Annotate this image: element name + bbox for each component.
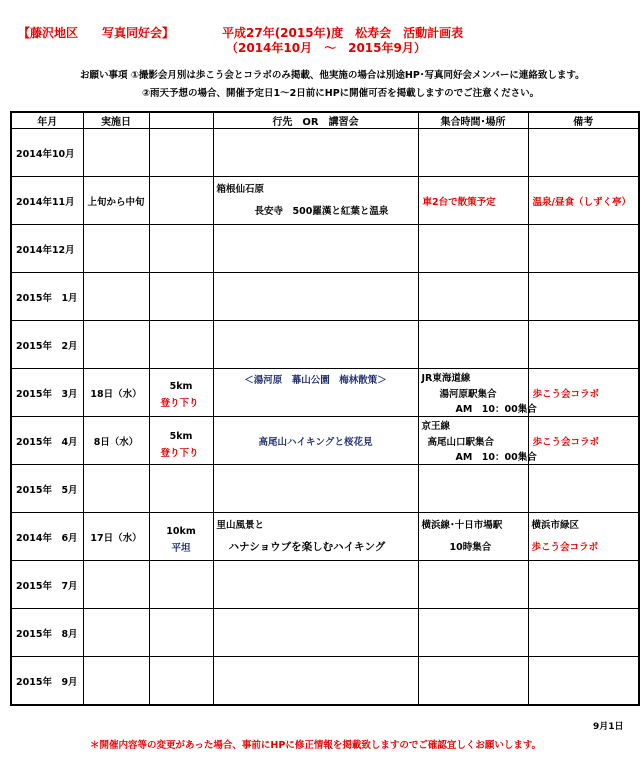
remarks-cell [528,657,639,706]
destination-cell [213,657,418,706]
distance-cell [149,369,213,417]
remarks-cell: 歩こう会コラボ [528,369,639,417]
destination-cell [213,129,418,177]
date-cell: 上旬から中旬 [83,177,149,225]
remarks-cell [528,225,639,273]
table-row [11,129,639,177]
table-row [11,417,639,465]
meeting-cell [418,561,528,609]
header-destination: 行先 OR 講習会 [213,112,418,129]
date-cell [83,321,149,369]
table-row [11,225,639,273]
month-cell: 2015年 8月 [11,609,83,657]
date-cell [83,465,149,513]
destination-cell [213,273,418,321]
destination-cell [213,513,418,561]
table-row [11,321,639,369]
destination-cell [213,225,418,273]
date-cell [83,609,149,657]
remarks-cell [528,513,639,561]
meeting-line-3: AM 10：00集合 [455,452,537,463]
month-cell: 2014年12月 [11,225,83,273]
distance-cell [149,609,213,657]
date-cell: 18日（水） [83,369,149,417]
table-row [11,273,639,321]
meeting-line-2: 湯河原駅集合 [439,388,497,400]
meeting-cell [418,369,537,417]
distance-cell [149,129,213,177]
meeting-cell [418,417,537,465]
month-cell: 2014年 6月 [11,513,83,561]
month-cell: 2015年 9月 [11,657,83,706]
destination-cell [213,465,418,513]
destination-cell [213,177,418,225]
distance-cell [149,561,213,609]
date-cell [83,129,149,177]
distance-cell [149,417,213,465]
destination-line-1: 里山風景と [216,520,265,531]
table-row [11,177,639,225]
distance-cell [149,657,213,706]
meeting-cell [418,225,528,273]
meeting-cell [418,273,528,321]
month-cell: 2015年 2月 [11,321,83,369]
notes-line-1 [80,67,585,81]
notes-text-1: ①撮影会月別は歩こう会とコラボのみ掲載、他実施の場合は別途HP･写真同好会メンバーに連絡致します。 [130,70,585,81]
remarks-cell [528,609,639,657]
table-row [11,513,639,561]
month-cell: 2015年 1月 [11,273,83,321]
header-distance [149,112,213,129]
distance-cell [149,513,213,561]
remarks-cell: 歩こう会コラボ [528,417,639,465]
table-row [11,465,639,513]
remarks-cell [528,465,639,513]
destination-line-2: 長安寺 500羅漢と紅葉と温泉 [254,206,389,217]
month-cell: 2015年 7月 [11,561,83,609]
remarks-line-2: 歩こう会コラボ [531,542,599,553]
meeting-cell: 車2台で散策予定 [418,177,528,225]
meeting-line-1: JR東海道線 [421,373,471,384]
notes-line-2: ②雨天予想の場合、開催予定日1～2日前にHPに開催可否を掲載しますのでご注意ください。 [142,88,540,99]
header-date: 実施日 [83,112,149,129]
destination-line-2: ハナショウブを楽しむハイキング [228,541,386,553]
footer-notice: ＊開催内容等の変更があった場合、事前にHPに修正情報を掲載致しますのでご確認宜しくお願いします。 [90,740,542,751]
remarks-line-1: 横浜市緑区 [531,520,580,531]
destination-line-1: 箱根仙石原 [216,184,265,195]
distance-value: 5km [169,431,193,442]
activity-plan-table [10,111,640,706]
header-meeting: 集合時間･場所 [418,112,528,129]
month-cell: 2015年 5月 [11,465,83,513]
month-cell: 2014年10月 [11,129,83,177]
meeting-line-2: 10時集合 [449,542,492,553]
issue-date: 9月1日 [593,722,624,732]
date-cell [83,657,149,706]
month-cell: 2014年11月 [11,177,83,225]
meeting-cell [418,129,528,177]
remarks-cell: 温泉/昼食（しずく亭） [528,177,639,225]
destination-cell [213,321,418,369]
distance-cell [149,273,213,321]
meeting-line-1: 横浜線･十日市場駅 [421,520,503,531]
remarks-cell [528,321,639,369]
date-cell [83,561,149,609]
destination-cell: 高尾山ハイキングと桜花見 [213,417,418,465]
meeting-line-3: AM 10：00集合 [455,404,537,415]
plan-title: 平成27年(2015年)度 松寿会 活動計画表 [222,26,464,40]
header-month: 年月 [11,112,83,129]
distance-cell [149,465,213,513]
notes-prefix: お願い事項 [80,70,128,81]
remarks-cell [528,129,639,177]
meeting-cell [418,609,528,657]
table-row [11,369,639,417]
destination-cell [213,609,418,657]
terrain-value: 登り下り [160,398,199,409]
table-row [11,657,639,706]
meeting-cell [418,657,528,706]
month-cell: 2015年 3月 [11,369,83,417]
terrain-value: 登り下り [160,448,199,459]
meeting-cell [418,513,528,561]
date-cell: 8日（水） [83,417,149,465]
remarks-cell [528,273,639,321]
destination-cell [213,369,418,417]
destination-line-1: ＜湯河原 幕山公園 梅林散策＞ [244,375,387,386]
header-remarks: 備考 [528,112,639,129]
distance-cell [149,321,213,369]
distance-value: 5km [169,381,193,392]
terrain-value: 平坦 [171,543,191,554]
remarks-cell [528,561,639,609]
date-cell [83,273,149,321]
date-cell: 17日（水） [83,513,149,561]
destination-cell [213,561,418,609]
date-cell [83,225,149,273]
distance-value: 10km [166,526,196,537]
plan-period: （2014年10月 ～ 2015年9月） [226,41,426,55]
distance-cell [149,225,213,273]
meeting-cell [418,321,528,369]
distance-cell [149,177,213,225]
group-title: 【藤沢地区 写真同好会】 [18,26,175,40]
table-row [11,609,639,657]
table-header-row [11,112,639,129]
month-cell: 2015年 4月 [11,417,83,465]
meeting-line-2: 高尾山口駅集合 [427,436,495,448]
meeting-cell [418,465,528,513]
meeting-line-1: 京王線 [421,421,451,432]
table-row [11,561,639,609]
